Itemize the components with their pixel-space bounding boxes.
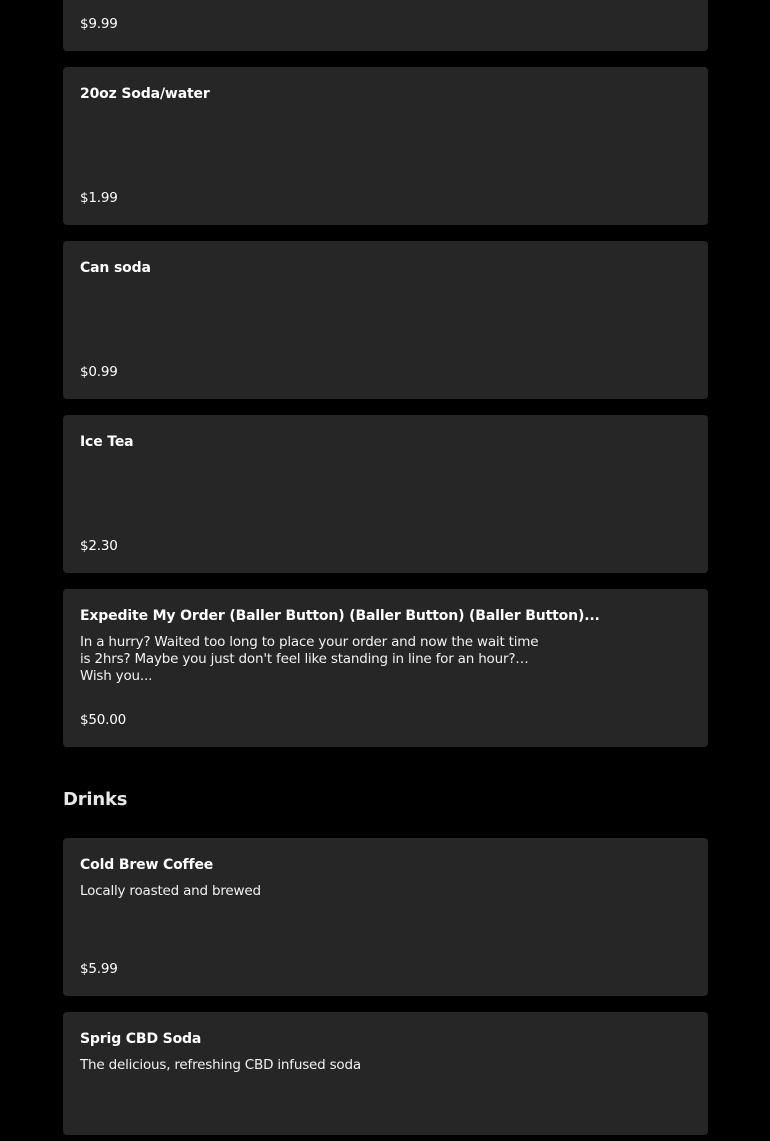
menu-item-card[interactable] <box>63 241 708 399</box>
menu-item-description: Locally roasted and brewed <box>80 883 261 899</box>
menu-item-name: Ice Tea <box>80 434 134 450</box>
menu-item-card[interactable] <box>63 67 708 225</box>
menu-item-price: $0.99 <box>80 364 118 380</box>
menu-item-card[interactable] <box>63 0 708 51</box>
menu-item-price: $9.99 <box>80 16 118 32</box>
menu-item-card[interactable] <box>63 589 708 747</box>
menu-item-description: The delicious, refreshing CBD infused soda <box>80 1057 361 1073</box>
menu-item-price: $50.00 <box>80 712 127 728</box>
menu-item-price: $1.99 <box>80 190 118 206</box>
menu-item-name: 20oz Soda/water <box>80 86 210 102</box>
menu-item-card[interactable] <box>63 1012 708 1135</box>
menu-item-price: $5.99 <box>80 961 118 977</box>
menu-item-name: Cold Brew Coffee <box>80 857 214 873</box>
menu-item-description: In a hurry? Waited too long to place your order and now the wait time is 2hrs? Maybe you just don't feel like standing in line for an hour? Wish you... <box>80 634 539 684</box>
menu-item-price: $2.30 <box>80 538 118 554</box>
menu-item-card[interactable] <box>63 838 708 996</box>
menu-item-name: Expedite My Order (Baller Button) (Baller Button) (Baller Button)... <box>80 608 600 624</box>
menu-item-name: Sprig CBD Soda <box>80 1031 202 1047</box>
menu-item-card[interactable] <box>63 415 708 573</box>
section-title-drinks: Drinks <box>63 789 128 810</box>
menu-item-name: Can soda <box>80 260 151 276</box>
